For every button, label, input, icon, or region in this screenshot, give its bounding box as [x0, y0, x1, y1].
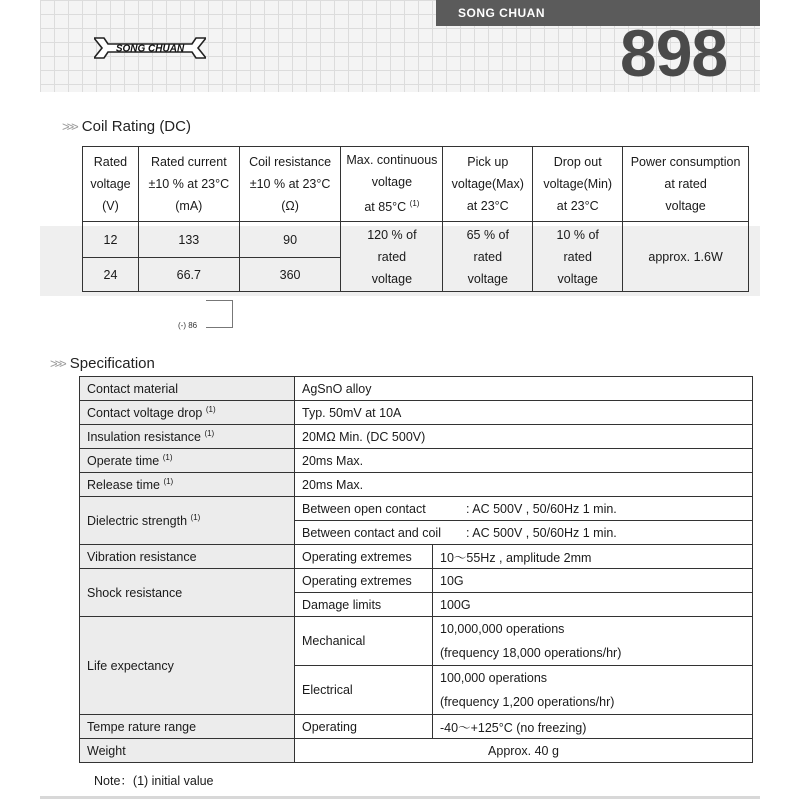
coil-rating-table [82, 146, 749, 292]
coil-header-cell: Pick up voltage(Max) at 23°C [443, 147, 533, 222]
coil-header-cell: Rated current ±10 % at 23°C (mA) [138, 147, 239, 222]
spec-value: 20ms Max. [295, 473, 753, 497]
logo-text: SONG CHUAN [115, 43, 185, 55]
coil-header-cell: Rated voltage (V) [83, 147, 139, 222]
spec-value: 100G [433, 593, 753, 617]
spec-value: Approx. 40 g [295, 739, 753, 763]
pick-up-cell: 65 % of rated voltage [443, 222, 533, 292]
coil-resistance-cell: 360 [239, 258, 341, 292]
spec-value: 10～55Hz , amplitude 2mm [433, 545, 753, 569]
spec-label: Contact voltage drop $^{(1)}$ [80, 401, 295, 425]
coil-row [83, 222, 749, 258]
spec-value: 20ms Max. [295, 449, 753, 473]
spec-value: Between open contact : AC 500V , 50/60Hz 1 min. [295, 497, 753, 521]
spec-sublabel: Mechanical [295, 617, 433, 666]
power-consumption-cell: approx. 1.6W [623, 222, 749, 292]
spec-label: Release time $^{(1)}$ [80, 473, 295, 497]
spec-value: Typ. 50mV at 10A [295, 401, 753, 425]
coil-rating-title: >>> Coil Rating (DC) [62, 118, 191, 135]
bottom-divider [40, 796, 760, 799]
spec-label: Contact material [80, 377, 295, 401]
spec-value: 10G [433, 569, 753, 593]
spec-row [80, 569, 753, 593]
spec-value: AgSnO alloy [295, 377, 753, 401]
spec-label: Tempe rature range [80, 715, 295, 739]
brand-name: SONG CHUAN [458, 6, 546, 20]
coil-header-cell: Power consumption at rated voltage [623, 147, 749, 222]
spec-row [80, 545, 753, 569]
coil-header-cell: Max. continuous voltage at 85°C $^{(1)}$ [341, 147, 443, 222]
spec-value: 20MΩ Min. (DC 500V) [295, 425, 753, 449]
spec-value: Between contact and coil : AC 500V , 50/60Hz 1 min. [295, 521, 753, 545]
coil-header-cell: Coil resistance ±10 % at 23°C (Ω) [239, 147, 341, 222]
spec-value: 10,000,000 operations (frequency 18,000 operations/hr) [433, 617, 753, 666]
terminal-label: (-) 86 [178, 321, 198, 330]
coil-current-cell: 133 [138, 222, 239, 258]
specification-title: >>> Specification [50, 355, 155, 372]
footnote: Note：(1) initial value [94, 774, 214, 788]
spec-label: Operate time $^{(1)}$ [80, 449, 295, 473]
model-number: 898 [620, 16, 728, 90]
spec-value: -40～+125°C (no freezing) [433, 715, 753, 739]
spec-sublabel: Damage limits [295, 593, 433, 617]
coil-resistance-cell: 90 [239, 222, 341, 258]
spec-label: Weight [80, 739, 295, 763]
spec-sublabel: Operating extremes [295, 545, 433, 569]
spec-row [80, 377, 753, 401]
coil-header-cell: Drop out voltage(Min) at 23°C [533, 147, 623, 222]
song-chuan-logo [94, 36, 206, 60]
spec-row [80, 617, 753, 666]
spec-label: Life expectancy [80, 617, 295, 715]
coil-voltage-cell: 24 [83, 258, 139, 292]
max-continuous-cell: 120 % of rated voltage [341, 222, 443, 292]
spec-row [80, 739, 753, 763]
spec-value: 100,000 operations (frequency 1,200 operations/hr) [433, 666, 753, 715]
spec-row [80, 425, 753, 449]
spec-label: Insulation resistance $^{(1)}$ [80, 425, 295, 449]
diagram-fragment [206, 300, 233, 328]
spec-row [80, 449, 753, 473]
coil-current-cell: 66.7 [138, 258, 239, 292]
drop-out-cell: 10 % of rated voltage [533, 222, 623, 292]
spec-sublabel: Operating extremes [295, 569, 433, 593]
spec-label: Shock resistance [80, 569, 295, 617]
spec-row [80, 715, 753, 739]
spec-row [80, 497, 753, 521]
coil-voltage-cell: 12 [83, 222, 139, 258]
spec-label: Vibration resistance [80, 545, 295, 569]
spec-sublabel: Operating [295, 715, 433, 739]
specification-table [79, 376, 753, 763]
spec-row [80, 473, 753, 497]
spec-sublabel: Electrical [295, 666, 433, 715]
coil-header-row [83, 147, 749, 222]
spec-label: Dielectric strength $^{(1)}$ [80, 497, 295, 545]
spec-row [80, 401, 753, 425]
